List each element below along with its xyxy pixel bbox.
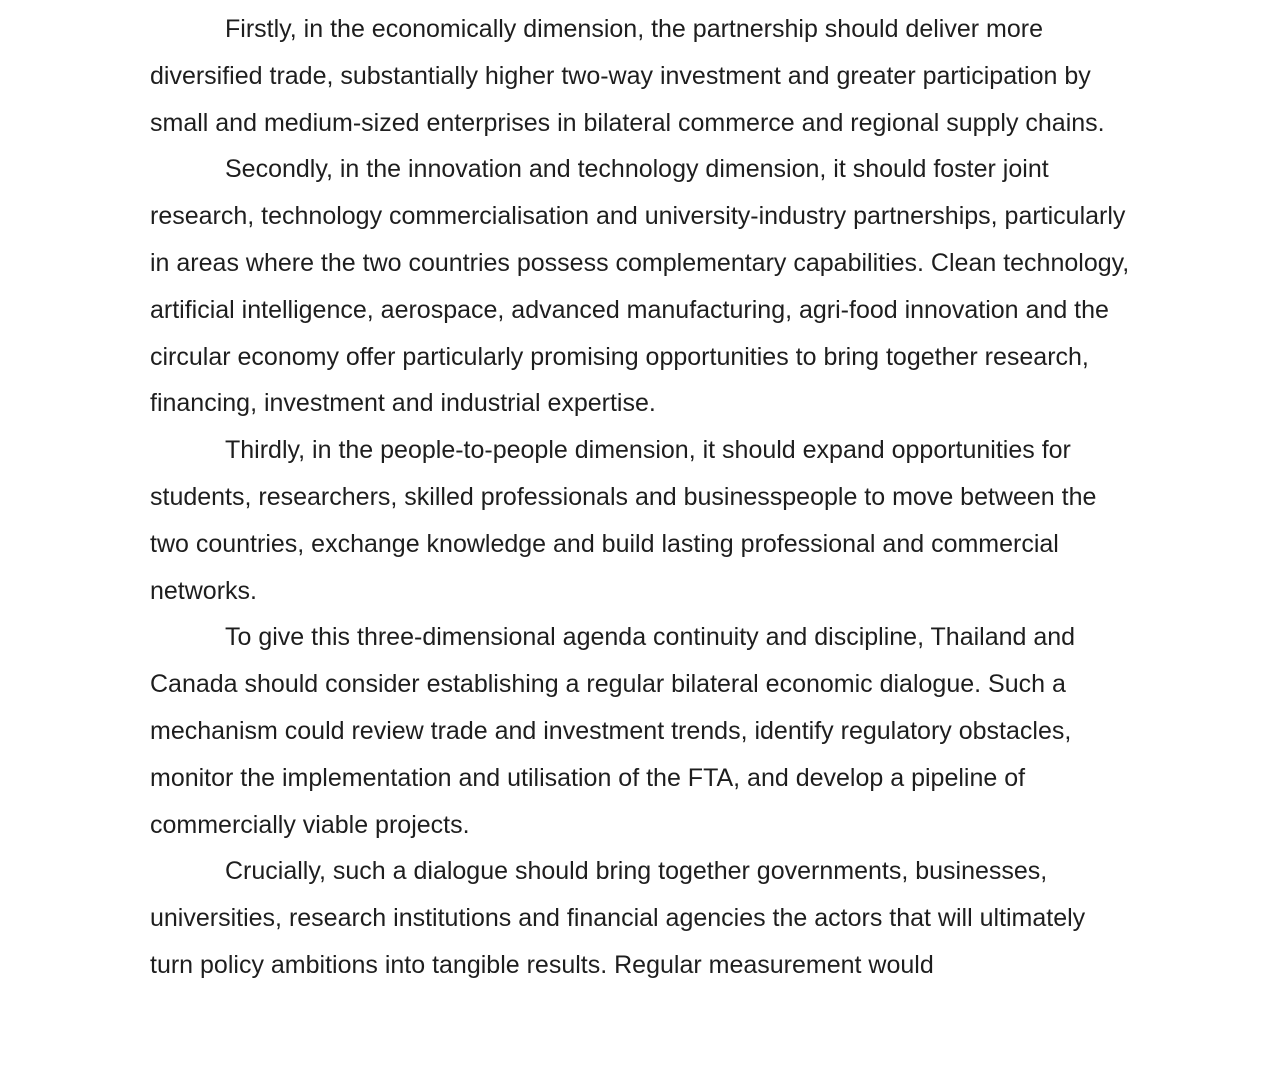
- paragraph-innovation: Secondly, in the innovation and technology dimension, it should foster joint research, technology commercialisation and university-industry partnerships, particularly in areas where the two countries possess complementary capabilities. Clean technology, artificial intelligence, aerospace, advanced manufacturing, agri-food innovation and the circular economy offer particularly promising opportunities to bring together research, financing, investment and industrial expertise.: [150, 155, 1130, 418]
- paragraph-dialogue: To give this three-dimensional agenda continuity and discipline, Thailand and Canada should consider establishing a regular bilateral economic dialogue. Such a mechanism could review trade and investment trends, identify regulatory obstacles, monitor the implementation and utilisation of the FTA, and develop a pipeline of commercially viable projects.: [150, 623, 1076, 839]
- paragraph-people: Thirdly, in the people-to-people dimension, it should expand opportunities for students, researchers, skilled professionals and businesspeople to move between the two countries, exchange knowledge and build lasting professional and commercial networks.: [150, 436, 1097, 605]
- paragraph-economic: Firstly, in the economically dimension, the partnership should deliver more diversified trade, substantially higher two-way investment and greater participation by small and medium-sized enterprises in bilateral commerce and regional supply chains.: [150, 15, 1105, 137]
- document-body: [150, 6, 1135, 989]
- paragraph-stakeholders: Crucially, such a dialogue should bring together governments, businesses, universities, research institutions and financial agencies the actors that will ultimately turn policy ambitions into tangible results. Regular measurement would: [150, 857, 1086, 979]
